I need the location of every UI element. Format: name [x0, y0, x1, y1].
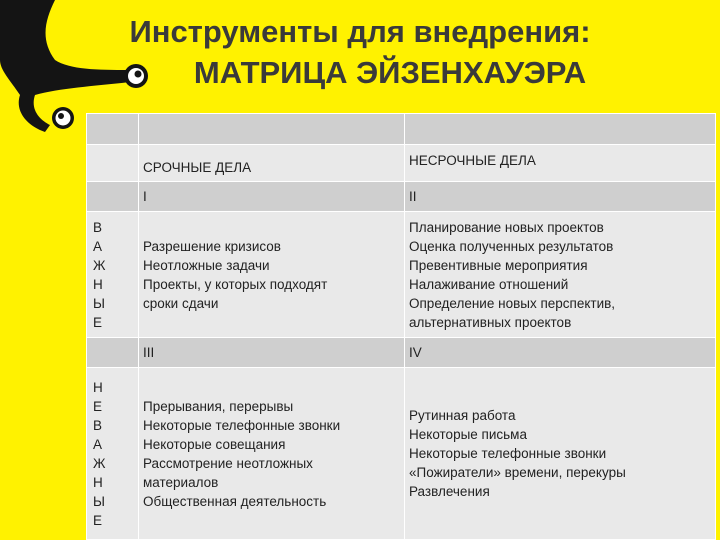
matrix-header-row [87, 145, 716, 182]
row-label-letter: В [93, 219, 103, 235]
row-label-letter: Ы [93, 295, 105, 311]
quadrant-number-row-2 [87, 338, 716, 368]
list-item: Превентивные мероприятия [409, 257, 588, 273]
list-item: сроки сдачи [143, 295, 219, 311]
row-label-letter: Н [93, 474, 103, 490]
empty-cell [405, 114, 716, 145]
list-item: материалов [143, 474, 219, 490]
quadrant-1-number: I [139, 182, 405, 212]
slide-subtitle: МАТРИЦА ЭЙЗЕНХАУЭРА [193, 55, 587, 90]
list-item: Рассмотрение неотложных [143, 455, 313, 471]
quadrant-3-list [139, 368, 405, 540]
quadrant-2-number: II [405, 182, 716, 212]
row-label-letter: Е [93, 314, 103, 330]
empty-cell [139, 114, 405, 145]
empty-cell [87, 338, 139, 368]
header-urgent: СРОЧНЫЕ ДЕЛА [139, 145, 405, 182]
list-item: Прерывания, перерывы [143, 398, 294, 414]
list-item: Развлечения [409, 484, 490, 499]
list-item: Неотложные задачи [143, 257, 270, 273]
list-item: Определение новых перспектив, [409, 295, 616, 311]
quadrant-1-list [139, 212, 405, 338]
important-label [87, 212, 139, 338]
list-item: Налаживание отношений [409, 276, 569, 292]
list-item: Планирование новых проектов [409, 219, 604, 235]
row-label-letter: Н [93, 379, 103, 395]
list-item: «Пожиратели» времени, перекуры [409, 465, 626, 480]
not-important-label [87, 368, 139, 540]
quadrant-3-number: III [139, 338, 405, 368]
list-item: Некоторые совещания [143, 436, 286, 452]
list-item: Общественная деятельность [143, 493, 327, 509]
row-label-letter: Е [93, 398, 103, 414]
row-label-letter: Ж [93, 257, 106, 273]
list-item: Некоторые письма [409, 427, 527, 442]
important-row [87, 212, 716, 338]
row-label-letter: А [93, 238, 103, 254]
matrix-top-row [87, 114, 716, 145]
row-label-letter: Ж [93, 455, 106, 471]
corner-cell [87, 145, 139, 182]
row-label-letter: Е [93, 512, 103, 528]
list-item: Рутинная работа [409, 408, 516, 423]
list-item: Некоторые телефонные звонки [409, 446, 607, 461]
row-label-letter: А [93, 436, 103, 452]
row-label-letter: Ы [93, 493, 105, 509]
list-item: Оценка полученных результатов [409, 238, 614, 254]
row-label-letter: Н [93, 276, 103, 292]
list-item: Некоторые телефонные звонки [143, 417, 341, 433]
list-item: альтернативных проектов [409, 314, 572, 330]
empty-cell [87, 114, 139, 145]
quadrant-2-list [405, 212, 716, 338]
list-item: Проекты, у которых подходят [143, 276, 328, 292]
not-important-row [87, 368, 716, 540]
quadrant-4-list [405, 368, 716, 540]
quadrant-number-row-1 [87, 182, 716, 212]
quadrant-4-number: IV [405, 338, 716, 368]
header-not-urgent: НЕСРОЧНЫЕ ДЕЛА [405, 145, 716, 182]
eisenhower-matrix [86, 113, 716, 540]
list-item: Разрешение кризисов [143, 238, 281, 254]
empty-cell [87, 182, 139, 212]
row-label-letter: В [93, 417, 103, 433]
slide-title: Инструменты для внедрения: [129, 14, 591, 49]
